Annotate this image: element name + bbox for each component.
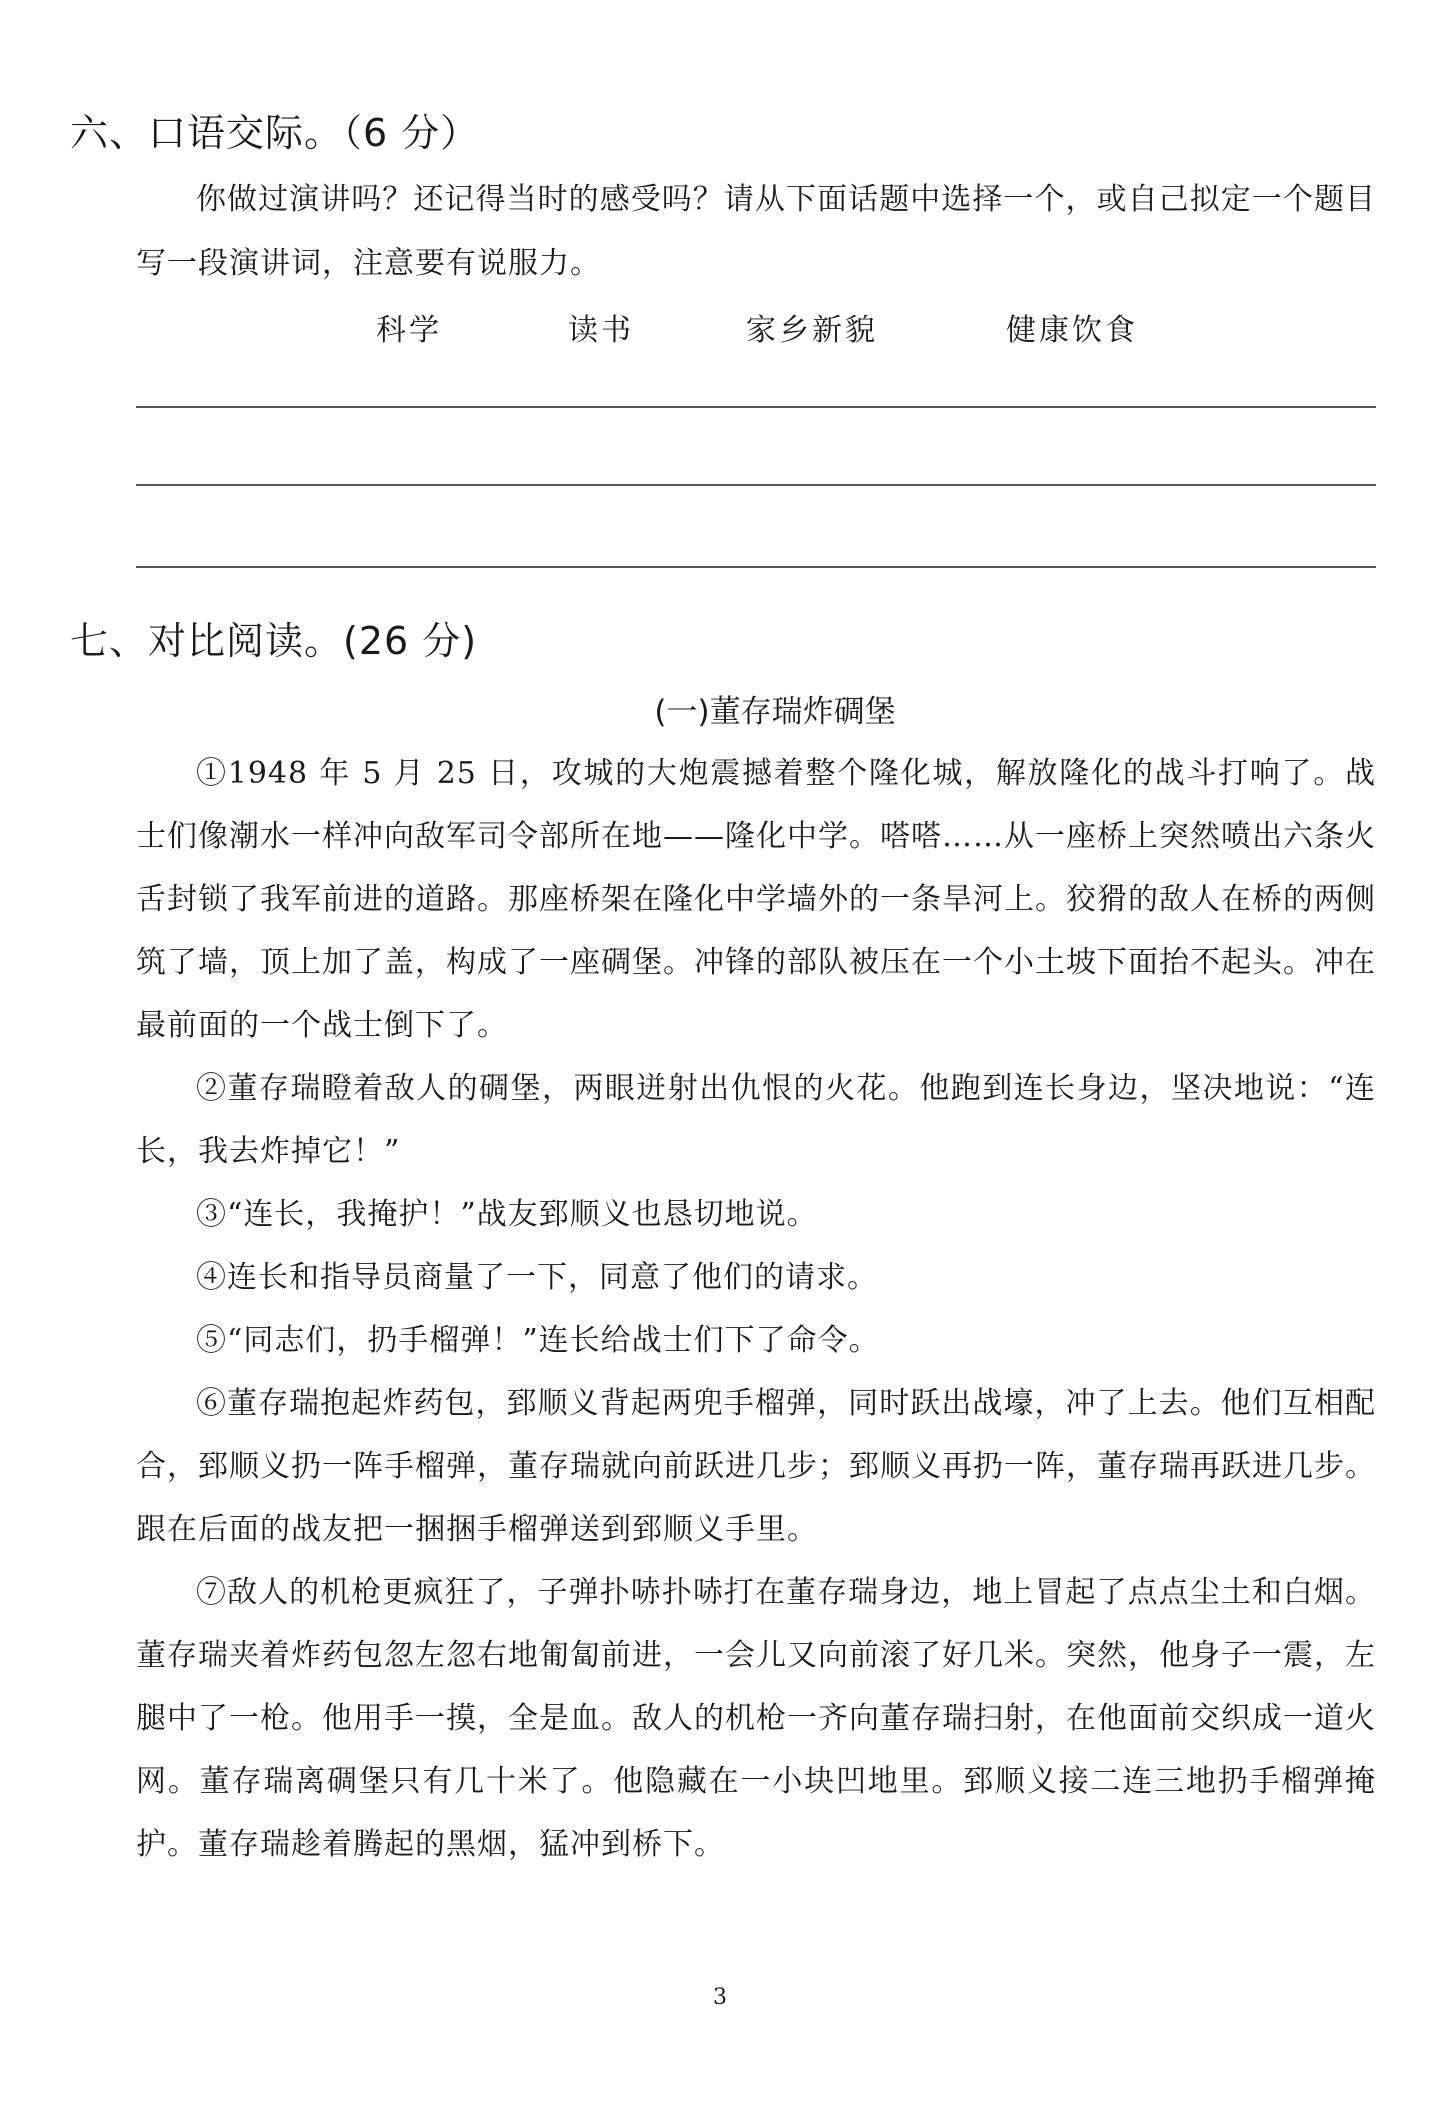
section-6-title: 六、口语交际。（6 分） [70,111,480,155]
passage-paragraph: ⑦敌人的机枪更疯狂了，子弹扑哧扑哧打在董存瑞身边，地上冒起了点点尘土和白烟。董存瑞夹着炸药包忽左忽右地匍匐前进，一会儿又向前滚了好几米。突然，他身子一震，左腿中了一枪。他用手一摸，全是血。敌人的机枪一齐向董存瑞扫射，在他面前交织成一道火网。董存瑞离碉堡只有几十米了。他隐藏在一小块凹地里。郅顺义接二连三地扔手榴弹掩护。董存瑞趁着腾起的黑烟，猛冲到桥下。 [136,1575,1376,1862]
topic-science: 科学 [376,313,442,348]
topic-list [0,305,1440,355]
passage-paragraph: ⑥董存瑞抱起炸药包，郅顺义背起两兜手榴弹，同时跃出战壕，冲了上去。他们互相配合，郅顺义扔一阵手榴弹，董存瑞就向前跃进几步；郅顺义再扔一阵，董存瑞再跃进几步。跟在后面的战友把一捆捆手榴弹送到郅顺义手里。 [136,1386,1376,1547]
passage-paragraph: ⑤“同志们，扔手榴弹！”连长给战士们下了命令。 [196,1323,880,1358]
reading-passage [136,742,1376,1876]
section-6-prompt: 你做过演讲吗？还记得当时的感受吗？请从下面话题中选择一个，或自己拟定一个题目写一段演讲词，注意要有说服力。 [136,182,1376,281]
answer-line[interactable] [136,566,1376,568]
passage-paragraph: ①1948 年 5 月 25 日，攻城的大炮震撼着整个隆化城，解放隆化的战斗打响了。战士们像潮水一样冲向敌军司令部所在地——隆化中学。嗒嗒……从一座桥上突然喷出六条火舌封锁了我军前进的道路。那座桥架在隆化中学墙外的一条旱河上。狡猾的敌人在桥的两侧筑了墙，顶上加了盖，构成了一座碉堡。冲锋的部队被压在一个小土坡下面抬不起头。冲在最前面的一个战士倒下了。 [136,756,1376,1043]
topic-reading: 读书 [568,313,634,348]
passage-paragraph: ④连长和指导员商量了一下，同意了他们的请求。 [196,1260,878,1295]
answer-line[interactable] [136,406,1376,408]
topic-hometown: 家乡新貌 [746,313,878,348]
topic-healthy-diet: 健康饮食 [1006,313,1138,348]
passage-title: (一)董存瑞炸碉堡 [654,694,896,730]
passage-paragraph: ②董存瑞瞪着敌人的碉堡，两眼迸射出仇恨的火花。他跑到连长身边，坚决地说：“连长，我去炸掉它！” [136,1071,1376,1169]
answer-line[interactable] [136,484,1376,486]
page-number: 3 [713,1985,727,2010]
passage-paragraph: ③“连长，我掩护！”战友郅顺义也恳切地说。 [196,1197,818,1232]
section-7-title: 七、对比阅读。(26 分) [70,619,478,663]
